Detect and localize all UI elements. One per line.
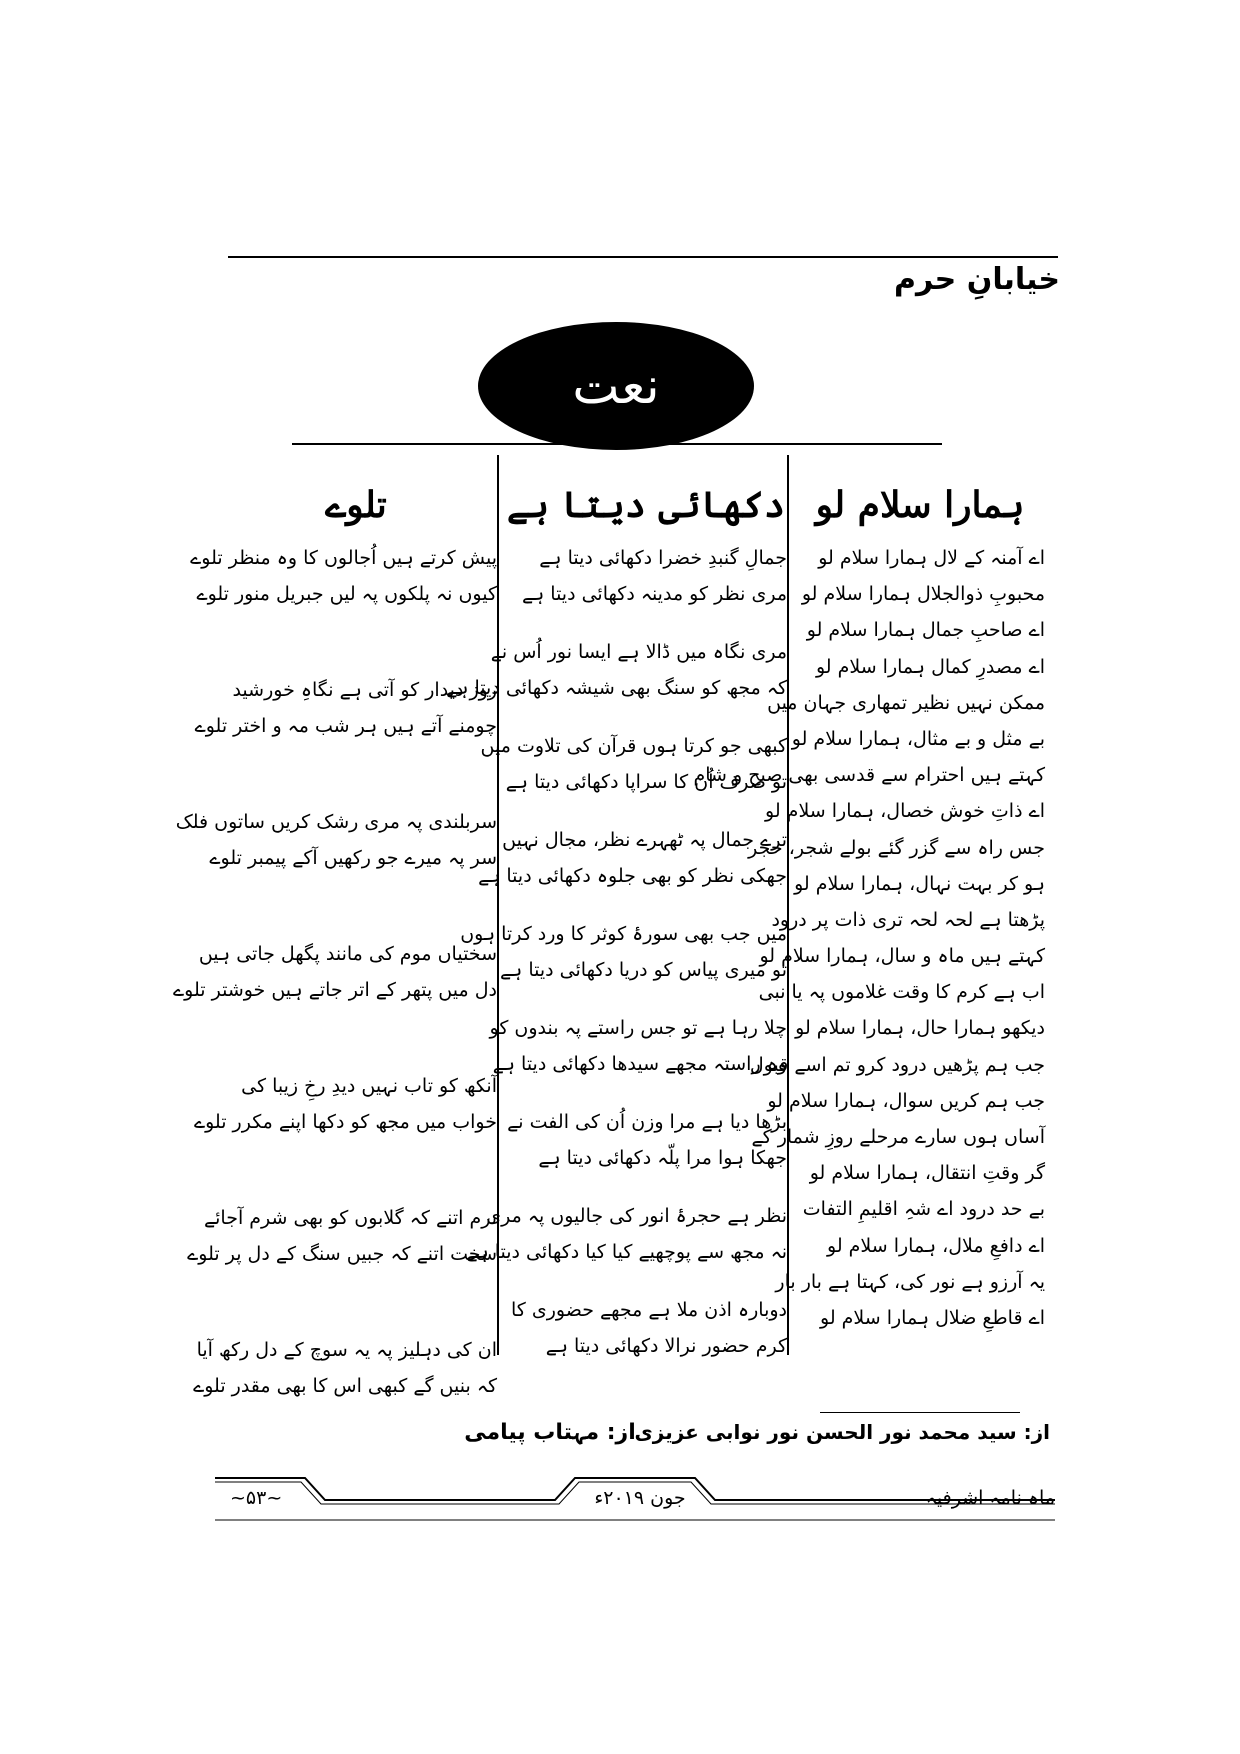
poem-stanza: [193, 1068, 497, 1200]
poem-stanza: [190, 540, 497, 672]
poem-line: سختیاں موم کی مانند پگھل جاتی ہیں: [198, 943, 497, 965]
poem-line: ترے جمال پہ ٹھہرے نظر، مجال نہیں: [502, 829, 787, 851]
poem-stanza: [187, 1200, 497, 1332]
poem-line: یہ آرزو ہے نور کی، کہتا ہے بار بار: [775, 1270, 1045, 1293]
poem-line: وہ راستہ مجھے سیدھا دکھائی دیتا ہے: [492, 1053, 787, 1075]
poem-line: چومنے آتے ہیں ہر شب مہ و اختر تلوے: [194, 715, 497, 737]
poem-line: کبھی جو کرتا ہوں قرآن کی تلاوت میں: [480, 735, 787, 757]
banner-underline: [292, 443, 942, 445]
poem-line: ممکن نہیں نظیر تمھاری جہان میں: [767, 691, 1045, 714]
poem-line: اے آمنہ کے لال ہمارا سلام لو: [818, 547, 1045, 569]
poem-line: کیوں نہ پلکوں پہ لیں جبریل منور تلوے: [196, 583, 497, 605]
poem-line: جب ہم کریں سوال، ہمارا سلام لو: [767, 1089, 1045, 1112]
poem-line: آنکھ کو تاب نہیں دیدِ رخِ زیبا کی: [241, 1075, 497, 1097]
poem-line: چلا رہا ہے تو جس راستے پہ بندوں کو: [489, 1017, 787, 1039]
poem-line: دل میں پتھر کے اتر جاتے ہیں خوشتر تلوے: [173, 979, 497, 1001]
naat-banner: [478, 322, 754, 450]
poem-line: ان کی دہلیز پہ یہ سوچ کے دل رکھ آیا: [196, 1339, 497, 1361]
poem-stanza: [478, 822, 787, 916]
poem-line: دوبارہ اذن ملا ہے مجھے حضوری کا: [511, 1299, 787, 1321]
poem-line: اب ہے کرم کا وقت غلاموں پہ یا نبی: [758, 981, 1045, 1004]
poem-line: آساں ہوں سارے مرحلے روزِ شمار کے: [751, 1126, 1045, 1148]
poem-line: مری نگاہ میں ڈالا ہے ایسا نور اُس نے: [490, 641, 787, 663]
poem-line: میں جب بھی سورۂ کوثر کا ورد کرتا ہوں: [460, 923, 787, 945]
poem-line: جب ہم پڑھیں درود کرو تم اسے قبول: [749, 1053, 1045, 1076]
poem-line: بڑھا دیا ہے مرا وزن اُن کی الفت نے: [507, 1111, 787, 1133]
poem-line: سر پہ میرے جو رکھیں آکے پیمبر تلوے: [209, 847, 497, 869]
poem-line: کہتے ہیں احترام سے قدسی بھی صبح و شام: [693, 764, 1045, 787]
poet-credit-left: از: مہتاب پیامی: [464, 1420, 636, 1445]
poem-line: اے دافعِ ملال، ہمارا سلام لو: [827, 1234, 1045, 1257]
poem-title: دکھائی دیتا ہے: [506, 484, 786, 526]
poem-column-left: [173, 470, 497, 1464]
poem-column-right: [693, 470, 1045, 1336]
poem-line: خواب میں مجھ کو دکھا اپنے مکرر تلوے: [193, 1111, 497, 1133]
poem-line: کہ مجھ کو سنگ بھی شیشہ دکھائی دیتا ہے: [446, 677, 787, 699]
poem-line: اے ذاتِ خوش خصال، ہمارا سلام لو: [765, 800, 1045, 823]
poem-stanza: [194, 672, 497, 804]
poem-line: نرم اتنے کہ گلابوں کو بھی شرم آجائے: [203, 1207, 497, 1229]
poem-stanza: [505, 1104, 787, 1198]
page-number: ~۵۳~: [230, 1487, 283, 1509]
poem-line: مری نظر کو مدینہ دکھائی دیتا ہے: [521, 583, 787, 605]
magazine-name: ماہ نامہ اشرفیہ: [925, 1487, 1055, 1509]
poem-stanza: [175, 804, 497, 936]
poem-line: پیش کرتے ہیں اُجالوں کا وہ منظر تلوے: [190, 547, 497, 569]
poem-line: کہ بنیں گے کبھی اس کا بھی مقدر تلوے: [193, 1375, 497, 1397]
poem-line: نہ مجھ سے پوچھیے کیا کیا دکھائی دیتا ہے: [466, 1241, 787, 1263]
poem-line: سخت اتنے کہ جبیں سنگ کے دل پر تلوے: [187, 1243, 497, 1265]
section-title: خیابانِ حرم: [894, 262, 1060, 297]
poem-stanza: [446, 634, 787, 728]
poem-title: تلوے: [325, 484, 387, 526]
issue-date: جون ۲۰۱۹ء: [594, 1487, 686, 1509]
poem-line: ہو کر بہت نہال، ہمارا سلام لو: [794, 872, 1045, 895]
poem-line: اے صاحبِ جمال ہمارا سلام لو: [806, 619, 1045, 642]
credit-rule: [820, 1412, 1020, 1413]
banner-title: نعت: [572, 357, 660, 415]
poem-stanza: [505, 540, 787, 634]
poem-line: جھکا ہوا مرا پلّہ دکھائی دیتا ہے: [538, 1147, 787, 1169]
poem-stanza: [480, 728, 787, 822]
poem-title: ہمارا سلام لو: [815, 484, 1025, 526]
poem-line: جھکی نظر کو بھی جلوہ دکھائی دیتا ہے: [478, 865, 787, 887]
poem-line: جس راہ سے گزر گئے بولے شجر، حجر: [748, 836, 1045, 859]
poet-credit-right: از: سید محمد نور الحسن نور نوابی عزیزی: [634, 1420, 1050, 1444]
poem-line: جمالِ گنبدِ خضرا دکھائی دیتا ہے: [539, 547, 787, 569]
poem-line: کرم حضور نرالا دکھائی دیتا ہے: [545, 1335, 787, 1357]
poem-stanza: [489, 1010, 787, 1104]
poem-stanza: [173, 936, 497, 1068]
poem-stanza: [466, 1198, 787, 1292]
poem-line: اے مصدرِ کمال ہمارا سلام لو: [815, 655, 1045, 678]
poem-stanza: [505, 1292, 787, 1386]
poem-stanza: [460, 916, 787, 1010]
poem-line: بے حد درود اے شہِ اقلیمِ التفات: [802, 1198, 1045, 1221]
poem-line: کہتے ہیں ماہ و سال، ہمارا سلام لو: [759, 945, 1045, 968]
poem-line: محبوبِ ذوالجلال ہمارا سلام لو: [801, 583, 1045, 606]
poem-line: بے مثل و بے مثال، ہمارا سلام لو: [791, 727, 1045, 750]
poem-line: تو میری پیاس کو دریا دکھائی دیتا ہے: [500, 959, 787, 981]
poem-line: نظر ہے حجرۂ انور کی جالیوں پہ مری: [486, 1205, 787, 1227]
header-rule: [228, 256, 1058, 258]
poem-line: اے قاطعِ ضلال ہمارا سلام لو: [820, 1306, 1045, 1329]
poem-line: گر وقتِ انتقال، ہمارا سلام لو: [809, 1162, 1045, 1185]
poem-column-middle: [446, 470, 787, 1386]
poem-line: دیکھو ہمارا حال، ہمارا سلام لو: [795, 1017, 1045, 1040]
poem-line: پڑھتا ہے لحہ لحہ تری ذات پر درود: [771, 908, 1045, 931]
poem-line: سربلندی پہ مری رشک کریں ساتوں فلک: [175, 811, 497, 833]
poem-line: تو صرف اُن کا سراپا دکھائی دیتا ہے: [505, 771, 787, 793]
poem-line: روز دیدار کو آتی ہے نگاہِ خورشید: [232, 679, 497, 701]
